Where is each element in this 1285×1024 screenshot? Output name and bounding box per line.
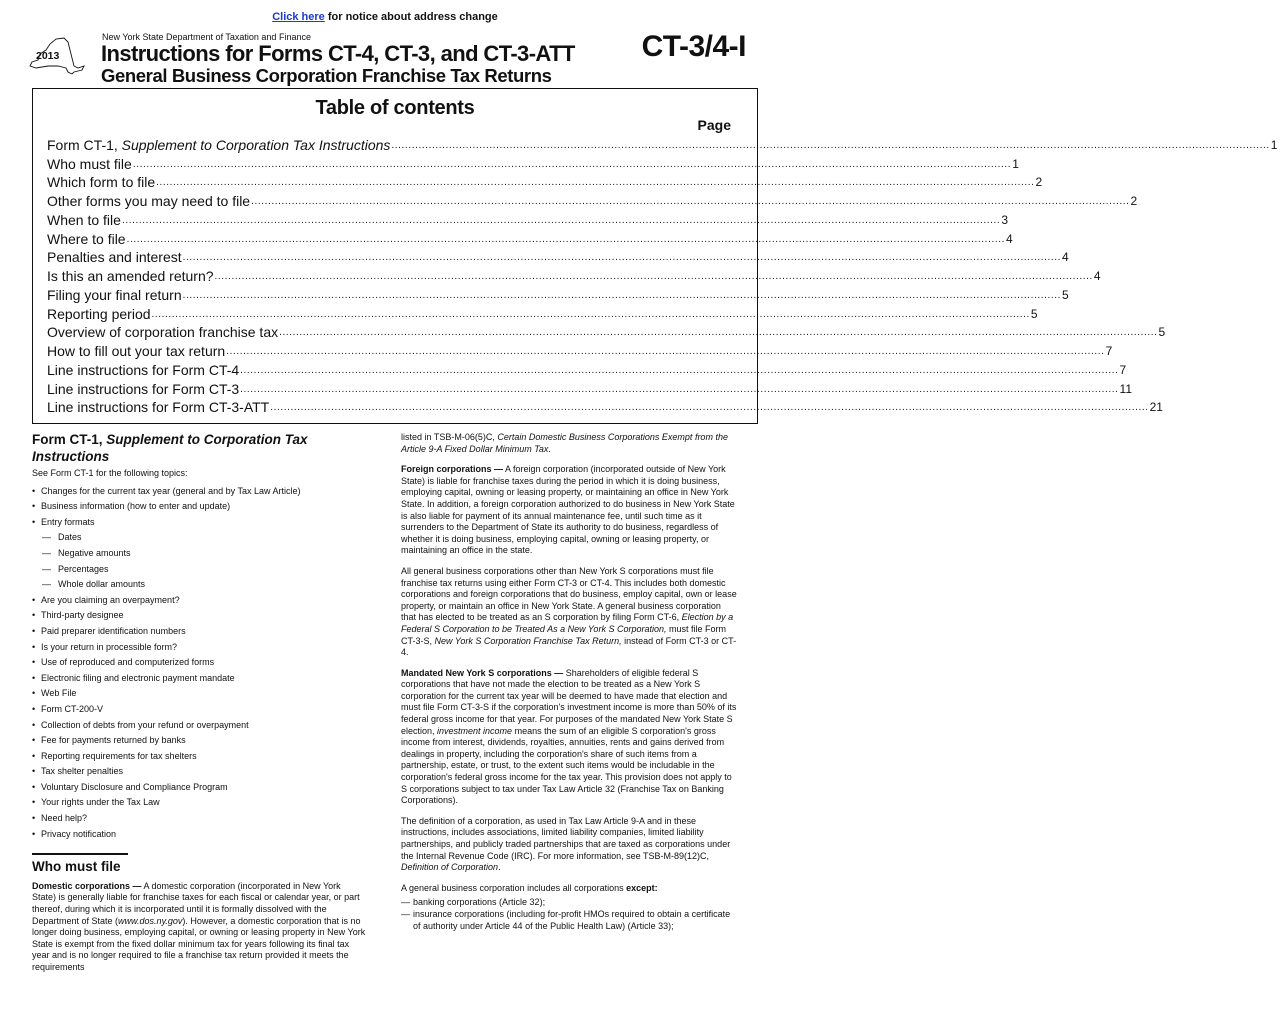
topic-item: • Use of reproduced and computerized forms [32, 657, 366, 673]
toc-entry [47, 172, 1043, 191]
toc-entry [47, 303, 1038, 322]
toc-dot-leader: .................................................................................................................................................................................................................................................................... [182, 252, 1062, 264]
topic-item: • Collection of debts from your refund or overpayment [32, 720, 366, 736]
topic-item: • Reporting requirements for tax shelters [32, 751, 366, 767]
definition-paragraph [401, 816, 738, 874]
toc-list [47, 134, 1278, 416]
toc-entry-page: 4 [1062, 250, 1069, 265]
toc-dot-leader: .................................................................................................................................................................................................................................................................... [391, 139, 1270, 151]
form-ct6-title: Election by a Federal S Corporation to be Treated As a New York S Corporation, [401, 612, 734, 634]
toc-dot-leader: .................................................................................................................................................................................................................................................................... [151, 308, 1030, 320]
toc-entry-label: Form CT-1, Supplement to Corporation Tax Instructions [47, 136, 391, 153]
all-text-3: instead of Form CT-3 or CT-4. [401, 635, 737, 658]
ct1-topic-list [32, 486, 366, 845]
toc-entry [47, 378, 1133, 397]
toc-entry-label: Other forms you may need to file [47, 193, 251, 209]
toc-entry-label: Who must file [47, 155, 132, 172]
address-change-text: for notice about address change [324, 11, 498, 23]
topic-item: • Fee for payments returned by banks [32, 735, 366, 751]
topic-item: • Need help? [32, 813, 366, 829]
form-ct3s-title: New York S Corporation Franchise Tax Return, [434, 635, 622, 646]
tax-year: 2013 [36, 50, 60, 62]
toc-entry-page: 5 [1158, 325, 1166, 340]
all-corporations-paragraph [401, 566, 738, 659]
toc-dot-leader: .................................................................................................................................................................................................................................................................... [240, 383, 1119, 395]
tsb-end: . [548, 443, 551, 454]
domestic-text: A domestic corporation (incorporated in New York State) is generally liable for franchise taxes for each fiscal or calendar year, or part thereof, during which it is incorporated until it is formally dissolved with the Department of State ( [32, 880, 360, 926]
sub-topic-item: — Whole dollar amounts [42, 579, 146, 590]
department-name: New York State Department of Taxation and Finance [102, 32, 311, 42]
toc-entry [47, 340, 1113, 359]
address-change-link[interactable]: Click here [272, 11, 325, 23]
toc-entry-page: 3 [1001, 212, 1008, 227]
toc-entry-page: 1 [1012, 156, 1019, 171]
toc-entry-page: 7 [1105, 344, 1113, 358]
toc-entry-page: 5 [1062, 287, 1069, 302]
toc-entry-label: Line instructions for Form CT-3-ATT [47, 399, 270, 416]
toc-dot-leader: .................................................................................................................................................................................................................................................................... [251, 196, 1130, 207]
ct1-heading-title: Supplement to Corporation Tax Instructions [32, 432, 308, 464]
toc-entry-label: Penalties and interest [47, 249, 182, 266]
topic-item: • Voluntary Disclosure and Compliance Program [32, 782, 366, 798]
topic-item: • Privacy notification [32, 829, 366, 845]
toc-entry-label: Which form to file [47, 174, 156, 191]
topic-item: • Tax shelter penalties [32, 766, 366, 782]
dos-website: www.dos.ny.gov [118, 915, 183, 926]
toc-entry-label: When to file [47, 211, 121, 228]
ct1-heading-form: Form CT-1, [32, 432, 107, 447]
foreign-corporations-paragraph [401, 464, 738, 557]
toc-dot-leader: .................................................................................................................................................................................................................................................................... [270, 402, 1149, 414]
mandated-label: Mandated New York S corporations — [401, 667, 564, 678]
toc-entry [47, 265, 1101, 284]
definition-title: Definition of Corporation [401, 862, 499, 873]
toc-dot-leader: .................................................................................................................................................................................................................................................................... [214, 271, 1093, 282]
sub-topic-item: — Dates [42, 532, 82, 543]
toc-entry-page: 2 [1035, 175, 1043, 190]
document-title: Instructions for Forms CT-4, CT-3, and CT-3-ATT [101, 41, 575, 66]
sub-topic-item: — Percentages [42, 563, 109, 574]
toc-page-header: Page [697, 117, 731, 133]
toc-entry [47, 228, 1013, 247]
toc-entry-page: 11 [1119, 381, 1133, 396]
exceptions-list [401, 897, 738, 932]
toc-entry [47, 190, 1138, 209]
topic-item: • Third-party designee [32, 610, 366, 626]
sub-topic-item: — Negative amounts [42, 547, 131, 558]
topic-item: • Paid preparer identification numbers [32, 626, 366, 642]
table-of-contents [32, 88, 1278, 424]
mandated-text: Shareholders of eligible federal S corporations that have not made the election to be treated as a New York S corporation for the current tax year will be deemed to have made that election and must file Form CT-3-S if the corporation's investment income is more than 50% of its federal gross income for that year. For purposes of the mandated New York State S election, [401, 667, 737, 736]
toc-entry-label: Line instructions for Form CT-3 [47, 380, 240, 397]
toc-dot-leader: .................................................................................................................................................................................................................................................................... [240, 364, 1119, 376]
topic-item: • Are you claiming an overpayment? [32, 595, 366, 611]
tsb-title: Certain Domestic Business Corporations Exempt from the Article 9-A Fixed Dollar Minimum Tax [401, 432, 728, 454]
domestic-corporations-paragraph [32, 881, 366, 974]
toc-entry-page: 4 [1093, 269, 1101, 283]
general-text: A general business corporation includes all corporations [401, 882, 627, 893]
general-corporation-paragraph [401, 883, 738, 895]
tsb-paragraph [401, 432, 738, 455]
toc-dot-leader: .................................................................................................................................................................................................................................................................... [226, 346, 1105, 357]
toc-entry-label: Overview of corporation franchise tax [47, 324, 279, 341]
toc-dot-leader: .................................................................................................................................................................................................................................................................... [279, 327, 1158, 339]
right-column [401, 432, 738, 932]
left-column [32, 432, 366, 983]
mandated-text-2: means the sum of an eligible S corporation's gross income from interest, dividends, royalties, annuities, rents and gains derived from dealings in property, including the corporation's share of such items from a partnership, estate, or trust, to the extent such items would be includable in the corporation's federal gross income for the tax year. This provision does not apply to S corporations subject to tax under Tax Law Article 32 (Franchise Tax on Banking Corporations). [401, 725, 732, 806]
toc-entry [47, 359, 1127, 378]
toc-entry [47, 284, 1069, 303]
toc-entry-label: Is this an amended return? [47, 268, 214, 284]
toc-title: Table of contents [315, 97, 475, 119]
who-must-file-heading: Who must file [32, 859, 121, 875]
investment-income-term: investment income [437, 725, 513, 736]
toc-entry [47, 397, 1163, 416]
toc-entry-page: 21 [1149, 400, 1163, 415]
toc-entry-label: Line instructions for Form CT-4 [47, 361, 240, 378]
mandated-s-corporations-paragraph [401, 668, 738, 807]
topic-item: • Electronic filing and electronic payment mandate [32, 673, 366, 689]
foreign-label: Foreign corporations — [401, 464, 504, 475]
topic-item: • Is your return in processible form? [32, 642, 366, 658]
toc-dot-leader: .................................................................................................................................................................................................................................................................... [182, 289, 1061, 301]
toc-entry [47, 153, 1019, 172]
domestic-text-cont: ). However, a domestic corporation that is no longer doing business, employing capital, or owning or leasing property in New York State is exempt from the fixed dollar minimum tax for years following its final tax year and is no longer required to file a franchise tax return provided it meets the requirements [32, 915, 366, 972]
toc-entry-label: Reporting period [47, 305, 151, 322]
ct1-intro: See Form CT-1 for the following topics: [32, 468, 188, 478]
definition-end: . [498, 862, 501, 873]
tsb-text: listed in TSB-M-06(5)C, [401, 432, 498, 442]
exception-item: — insurance corporations (including for-profit HMOs required to obtain a certificate of authority under Article 44 of the Public Health Law) (Article 33); [401, 908, 731, 931]
toc-entry-label: Where to file [47, 230, 126, 247]
toc-entry [47, 247, 1069, 266]
toc-dot-leader: .................................................................................................................................................................................................................................................................... [156, 177, 1035, 189]
topic-item: • Web File [32, 688, 366, 704]
toc-entry [47, 209, 1008, 228]
form-id: CT-3/4-I [641, 30, 746, 63]
topic-item: • Form CT-200-V [32, 704, 366, 720]
topic-item: • Business information (how to enter and update) [32, 501, 366, 517]
all-text-2: must file Form CT-3-S, [401, 623, 726, 646]
toc-entry-page: 4 [1005, 231, 1013, 246]
toc-entry-page: 1 [1270, 137, 1278, 152]
toc-dot-leader: .................................................................................................................................................................................................................................................................... [126, 233, 1005, 245]
section-rule [32, 853, 128, 855]
document-subtitle: General Business Corporation Franchise Tax Returns [101, 65, 552, 86]
topic-item: • Your rights under the Tax Law [32, 797, 366, 813]
toc-dot-leader: .................................................................................................................................................................................................................................................................... [132, 158, 1012, 170]
topic-item: • Changes for the current tax year (general and by Tax Law Article) [32, 486, 366, 502]
address-change-notice [0, 11, 770, 23]
ct1-section-heading [32, 432, 366, 465]
toc-entry [47, 134, 1278, 153]
foreign-text: A foreign corporation (incorporated outside of New York State) is liable for franchise taxes during the period in which it is doing business, employing capital, owning or leasing property, or maintaining an office in New York State. In addition, a foreign corporation authorized to do business in New York State is also liable for payment of its annual maintenance fee, until such time as it surrenders to the Department of State its authority to do business, regardless of whether it is doing business, employing capital, owning or leasing property, or maintaining an office in the state. [401, 464, 735, 556]
toc-entry-page: 2 [1130, 194, 1138, 208]
toc-entry-page: 7 [1119, 362, 1127, 377]
toc-entry-page: 5 [1030, 306, 1038, 321]
domestic-label: Domestic corporations — [32, 880, 142, 891]
toc-entry [47, 322, 1166, 341]
toc-entry-label: Filing your final return [47, 286, 182, 303]
all-text: All general business corporations other than New York S corporations must file franchise tax returns using either Form CT-3 or CT-4. This includes both domestic corporations and foreign corporations that do business, employ capital, own or lease property, or maintain an office in New York State. A general business corporation that has elected to be treated as an S corporation by filing Form CT-6, [401, 565, 737, 623]
definition-text: The definition of a corporation, as used in Tax Law Article 9-A and in these instructions, includes associations, limited liability companies, limited liability partnerships, and publicly traded partnerships that are taxed as corporations under the Internal Revenue Code (IRC). For more information, see TSB-M-89(12)C, [401, 815, 731, 861]
exception-item: — banking corporations (Article 32); [401, 897, 546, 908]
topic-item: • Entry formats [32, 517, 366, 533]
toc-entry-label: How to fill out your tax return [47, 343, 226, 359]
except-label: except: [626, 882, 658, 893]
toc-dot-leader: .................................................................................................................................................................................................................................................................... [121, 214, 1001, 226]
